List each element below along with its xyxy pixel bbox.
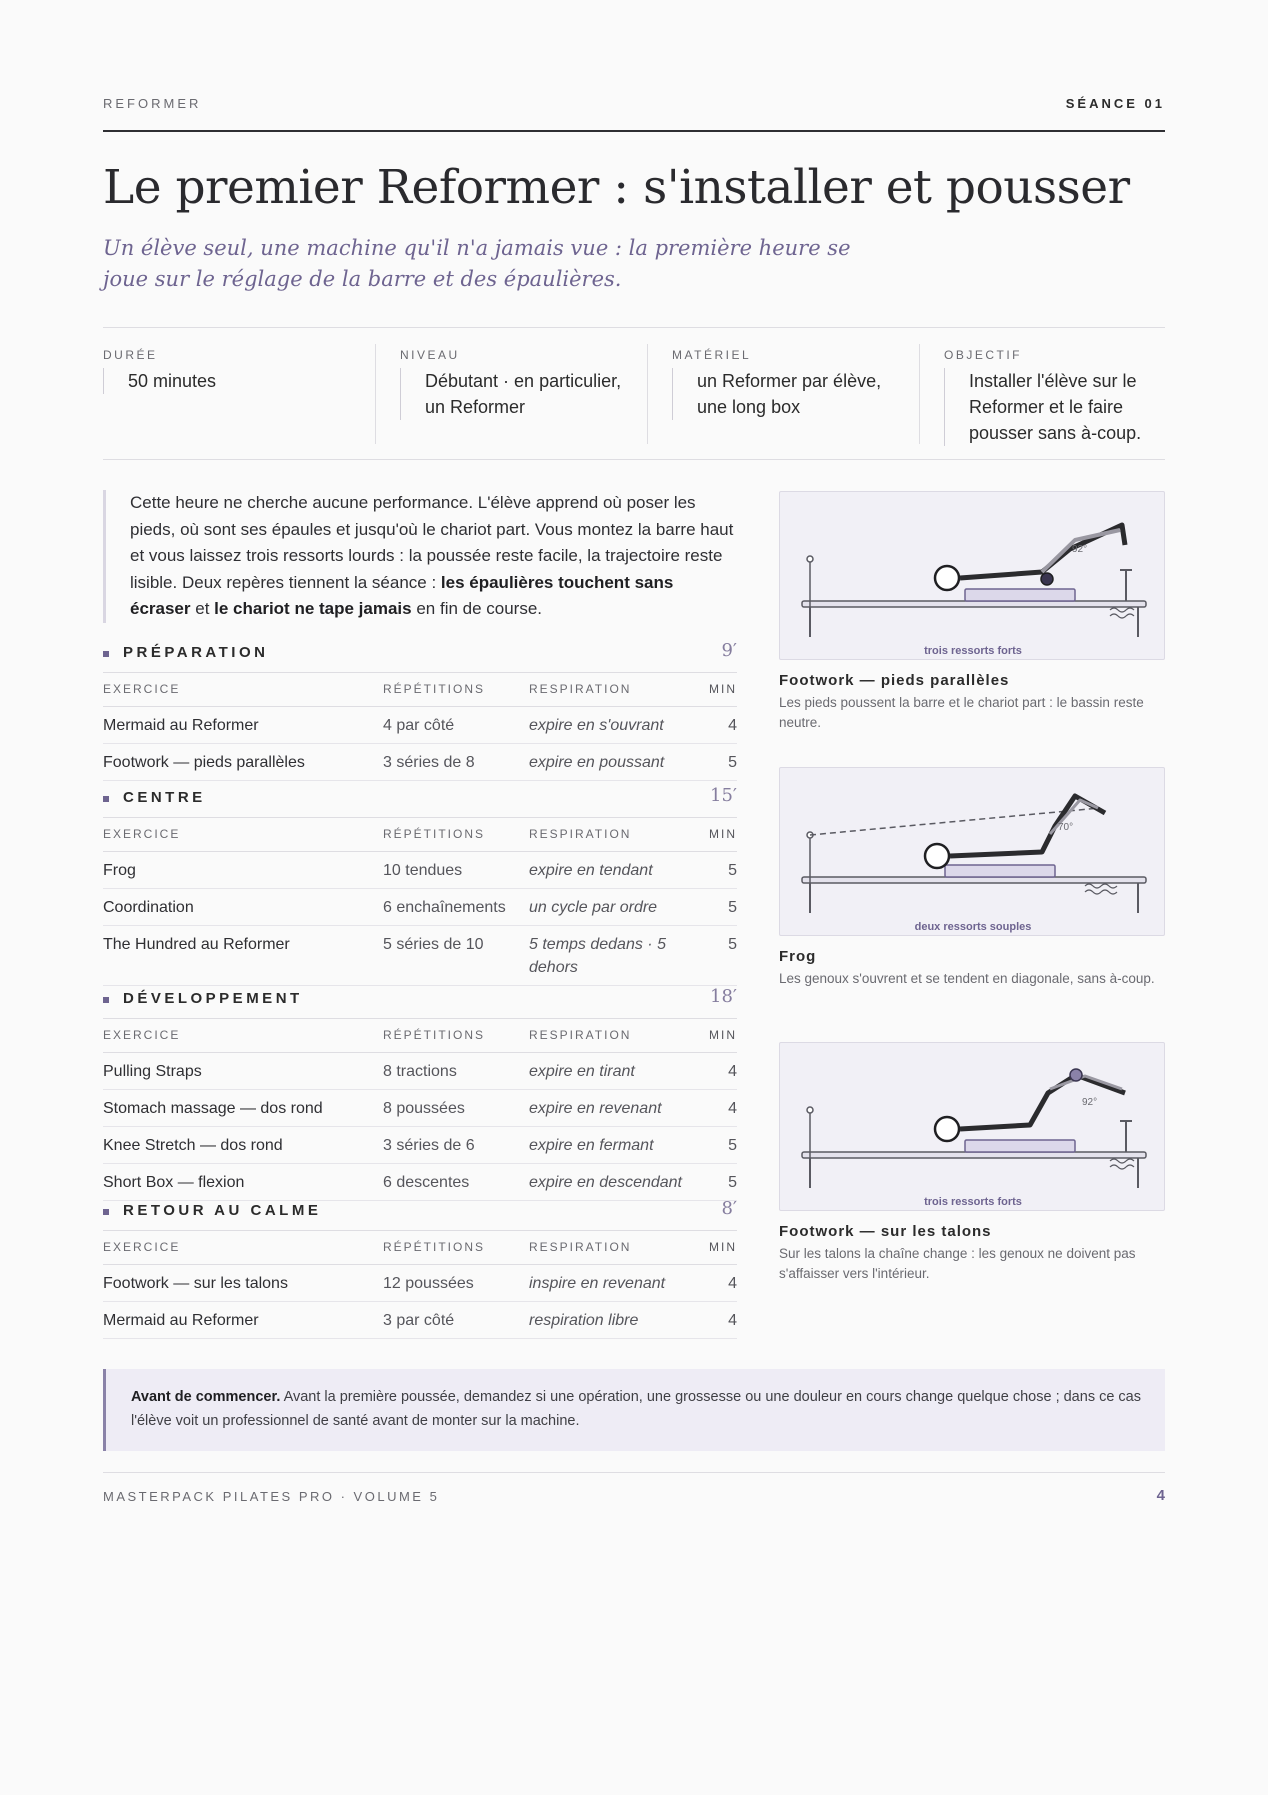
meta-value: 50 minutes bbox=[103, 368, 333, 394]
header-session: SÉANCE 01 bbox=[1065, 96, 1165, 111]
col-exercise: EXERCICE bbox=[103, 1231, 383, 1264]
col-exercise: EXERCICE bbox=[103, 673, 383, 706]
exercise-table bbox=[103, 1231, 737, 1339]
exercise-min: 5 bbox=[697, 1163, 737, 1200]
section-marker bbox=[103, 1209, 109, 1215]
intro-text: et bbox=[190, 599, 215, 618]
section-minutes: 8′ bbox=[721, 1198, 737, 1219]
exercise-min: 4 bbox=[697, 1089, 737, 1126]
meta-level bbox=[400, 328, 640, 461]
section-minutes: 18′ bbox=[710, 986, 737, 1007]
exercise-min: 5 bbox=[697, 1126, 737, 1163]
section-developpement bbox=[103, 983, 737, 1201]
table-row bbox=[103, 1126, 737, 1163]
exercise-breath: expire en tendant bbox=[529, 851, 697, 888]
page-footer bbox=[103, 1472, 1165, 1504]
exercise-reps: 3 séries de 6 bbox=[383, 1126, 529, 1163]
col-reps: RÉPÉTITIONS bbox=[383, 673, 529, 706]
note-lead: Avant de commencer. bbox=[131, 1389, 281, 1405]
exercise-breath: inspire en revenant bbox=[529, 1264, 697, 1301]
section-title: PRÉPARATION bbox=[123, 644, 269, 661]
meta-value: Débutant · en particulier, un Reformer bbox=[400, 368, 630, 420]
exercise-min: 5 bbox=[697, 888, 737, 925]
intro-text: Cette heure ne cherche aucune performance. L'élève apprend où poser les pieds, où sont ses épaules et jusqu'où le chariot part. Vous montez la barre haut et vous laissez trois ressorts lourds : la poussée reste facile, la trajectoire reste lisible. Deux repères tiennent la séance : bbox=[130, 493, 734, 592]
section-retour-au-calme bbox=[103, 1195, 737, 1339]
exercise-breath: 5 temps dedans · 5 dehors bbox=[529, 925, 697, 985]
meta-divider bbox=[919, 344, 920, 444]
exercise-name: The Hundred au Reformer bbox=[103, 925, 383, 985]
exercise-breath: respiration libre bbox=[529, 1301, 697, 1338]
meta-label: DURÉE bbox=[103, 348, 158, 362]
figure-description: Les pieds poussent la barre et le chariot part : le bassin reste neutre. bbox=[779, 695, 1144, 730]
figure-illustration bbox=[779, 1042, 1165, 1211]
exercise-reps: 10 tendues bbox=[383, 851, 529, 888]
col-breath: RESPIRATION bbox=[529, 673, 697, 706]
exercise-reps: 8 tractions bbox=[383, 1052, 529, 1089]
figure-spring-label: trois ressorts forts bbox=[924, 1196, 1022, 1208]
section-title: DÉVELOPPEMENT bbox=[123, 990, 303, 1007]
note-text: Avant la première poussée, demandez si une opération, une grossesse ou une douleur en cours change quelque chose ; dans ce cas l'élève voit un professionnel de santé avant de monter sur la machine. bbox=[131, 1389, 1141, 1429]
meta-label: OBJECTIF bbox=[944, 348, 1023, 362]
col-min: MIN bbox=[697, 1231, 737, 1264]
col-reps: RÉPÉTITIONS bbox=[383, 1231, 529, 1264]
section-title: RETOUR AU CALME bbox=[123, 1202, 322, 1219]
exercise-name: Coordination bbox=[103, 888, 383, 925]
table-row bbox=[103, 1301, 737, 1338]
figure-illustration bbox=[779, 491, 1165, 660]
safety-note bbox=[103, 1369, 1165, 1451]
exercise-reps: 6 descentes bbox=[383, 1163, 529, 1200]
meta-divider bbox=[647, 344, 648, 444]
meta-goal bbox=[944, 328, 1165, 461]
exercise-reps: 4 par côté bbox=[383, 706, 529, 743]
figure-spring-label: trois ressorts forts bbox=[924, 645, 1022, 657]
table-row bbox=[103, 743, 737, 780]
table-row bbox=[103, 888, 737, 925]
section-minutes: 15′ bbox=[710, 785, 737, 806]
exercise-breath: expire en poussant bbox=[529, 743, 697, 780]
exercise-table bbox=[103, 673, 737, 781]
exercise-name: Mermaid au Reformer bbox=[103, 1301, 383, 1338]
figure-description: Les genoux s'ouvrent et se tendent en diagonale, sans à-coup. bbox=[779, 971, 1155, 986]
col-breath: RESPIRATION bbox=[529, 818, 697, 851]
exercise-reps: 8 poussées bbox=[383, 1089, 529, 1126]
table-row bbox=[103, 1264, 737, 1301]
exercise-min: 4 bbox=[697, 1052, 737, 1089]
footer-publication: MASTERPACK PILATES PRO · VOLUME 5 bbox=[103, 1489, 440, 1504]
exercise-table bbox=[103, 1019, 737, 1201]
table-header-row bbox=[103, 1019, 737, 1052]
col-exercise: EXERCICE bbox=[103, 1019, 383, 1052]
table-row bbox=[103, 1089, 737, 1126]
col-exercise: EXERCICE bbox=[103, 818, 383, 851]
angle-label: 92° bbox=[1072, 544, 1088, 555]
figure-footwork-heels bbox=[779, 1042, 1165, 1284]
exercise-reps: 5 séries de 10 bbox=[383, 925, 529, 985]
exercise-breath: expire en revenant bbox=[529, 1089, 697, 1126]
section-centre bbox=[103, 782, 737, 986]
meta-duration bbox=[103, 328, 353, 461]
reformer-illustration bbox=[780, 492, 1166, 661]
table-header-row bbox=[103, 673, 737, 706]
meta-divider bbox=[375, 344, 376, 444]
meta-label: NIVEAU bbox=[400, 348, 460, 362]
reformer-illustration bbox=[780, 768, 1166, 937]
intro-key-point: les épaulières touchent sans écraser bbox=[130, 572, 674, 618]
exercise-name: Knee Stretch — dos rond bbox=[103, 1126, 383, 1163]
angle-label: 70° bbox=[1058, 822, 1074, 833]
section-marker bbox=[103, 997, 109, 1003]
exercise-table bbox=[103, 818, 737, 986]
section-header bbox=[103, 637, 737, 673]
col-min: MIN bbox=[697, 818, 737, 851]
meta-value: un Reformer par élève, une long box bbox=[672, 368, 892, 420]
exercise-breath: un cycle par ordre bbox=[529, 888, 697, 925]
col-reps: RÉPÉTITIONS bbox=[383, 1019, 529, 1052]
section-title: CENTRE bbox=[123, 789, 206, 806]
figure-title: Footwork — sur les talons bbox=[779, 1223, 992, 1240]
table-row bbox=[103, 1052, 737, 1089]
exercise-min: 4 bbox=[697, 1264, 737, 1301]
col-min: MIN bbox=[697, 1019, 737, 1052]
section-marker bbox=[103, 796, 109, 802]
intro-text: en fin de course. bbox=[411, 599, 543, 618]
figure-illustration bbox=[779, 767, 1165, 936]
exercise-name: Frog bbox=[103, 851, 383, 888]
exercise-min: 4 bbox=[697, 1301, 737, 1338]
exercise-name: Footwork — sur les talons bbox=[103, 1264, 383, 1301]
exercise-name: Mermaid au Reformer bbox=[103, 706, 383, 743]
col-reps: RÉPÉTITIONS bbox=[383, 818, 529, 851]
table-row bbox=[103, 706, 737, 743]
exercise-name: Pulling Straps bbox=[103, 1052, 383, 1089]
exercise-breath: expire en descendant bbox=[529, 1163, 697, 1200]
exercise-reps: 12 poussées bbox=[383, 1264, 529, 1301]
page-number: 4 bbox=[1156, 1487, 1165, 1504]
intro-paragraph bbox=[103, 490, 737, 623]
exercise-name: Stomach massage — dos rond bbox=[103, 1089, 383, 1126]
exercise-breath: expire en fermant bbox=[529, 1126, 697, 1163]
section-preparation bbox=[103, 637, 737, 781]
table-row bbox=[103, 925, 737, 985]
figure-footwork-parallel bbox=[779, 491, 1165, 733]
exercise-breath: expire en s'ouvrant bbox=[529, 706, 697, 743]
table-header-row bbox=[103, 818, 737, 851]
exercise-min: 5 bbox=[697, 851, 737, 888]
exercise-name: Short Box — flexion bbox=[103, 1163, 383, 1200]
exercise-min: 5 bbox=[697, 743, 737, 780]
section-header bbox=[103, 983, 737, 1019]
meta-equipment bbox=[672, 328, 902, 461]
exercise-name: Footwork — pieds parallèles bbox=[103, 743, 383, 780]
exercise-min: 4 bbox=[697, 706, 737, 743]
figure-spring-label: deux ressorts souples bbox=[914, 921, 1032, 933]
section-minutes: 9′ bbox=[721, 640, 737, 661]
exercise-breath: expire en tirant bbox=[529, 1052, 697, 1089]
col-breath: RESPIRATION bbox=[529, 1231, 697, 1264]
section-header bbox=[103, 1195, 737, 1231]
table-header-row bbox=[103, 1231, 737, 1264]
exercise-reps: 3 séries de 8 bbox=[383, 743, 529, 780]
col-breath: RESPIRATION bbox=[529, 1019, 697, 1052]
exercise-min: 5 bbox=[697, 925, 737, 985]
exercise-reps: 6 enchaînements bbox=[383, 888, 529, 925]
section-marker bbox=[103, 651, 109, 657]
running-header bbox=[103, 96, 1165, 132]
table-row bbox=[103, 851, 737, 888]
meta-value: Installer l'élève sur le Reformer et le faire pousser sans à-coup. bbox=[944, 368, 1154, 446]
figure-description: Sur les talons la chaîne change : les genoux ne doivent pas s'affaisser vers l'intérieur. bbox=[779, 1246, 1136, 1281]
figure-title: Footwork — pieds parallèles bbox=[779, 672, 1010, 689]
meta-strip bbox=[103, 327, 1165, 460]
figure-frog bbox=[779, 767, 1165, 989]
figure-title: Frog bbox=[779, 948, 817, 965]
page-title: Le premier Reformer : s'installer et pousser bbox=[103, 160, 1130, 215]
section-header bbox=[103, 782, 737, 818]
intro-key-point: le chariot ne tape jamais bbox=[214, 599, 412, 618]
meta-label: MATÉRIEL bbox=[672, 348, 752, 362]
header-section: REFORMER bbox=[103, 96, 202, 111]
angle-label: 92° bbox=[1082, 1097, 1098, 1108]
reformer-illustration bbox=[780, 1043, 1166, 1212]
page-subtitle: Un élève seul, une machine qu'il n'a jamais vue : la première heure se joue sur le réglage de la barre et des épaulières. bbox=[103, 236, 851, 291]
col-min: MIN bbox=[697, 673, 737, 706]
exercise-reps: 3 par côté bbox=[383, 1301, 529, 1338]
